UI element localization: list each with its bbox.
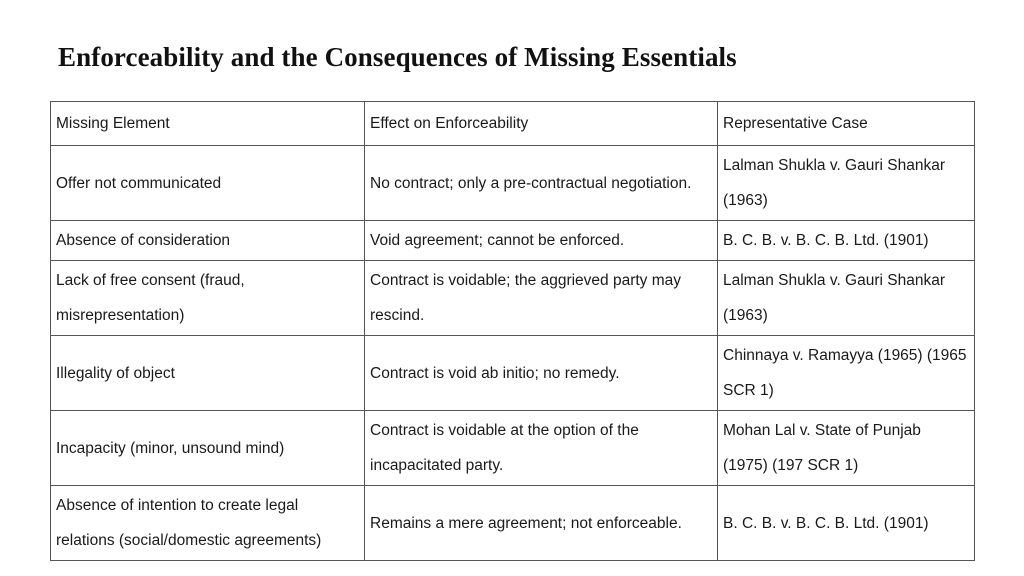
missing-element-cell: Absence of consideration xyxy=(51,221,365,261)
column-header-effect: Effect on Enforceability xyxy=(365,102,718,146)
table-row xyxy=(51,261,975,336)
effect-cell: Void agreement; cannot be enforced. xyxy=(365,221,718,261)
case-cell: B. C. B. v. B. C. B. Ltd. (1901) xyxy=(718,221,975,261)
case-cell: Lalman Shukla v. Gauri Shankar (1963) xyxy=(718,146,975,221)
effect-cell: Remains a mere agreement; not enforceable. xyxy=(365,486,718,561)
effect-cell: Contract is voidable; the aggrieved party may rescind. xyxy=(365,261,718,336)
missing-element-cell: Illegality of object xyxy=(51,336,365,411)
case-cell: Lalman Shukla v. Gauri Shankar (1963) xyxy=(718,261,975,336)
effect-cell: Contract is voidable at the option of the incapacitated party. xyxy=(365,411,718,486)
case-cell: Chinnaya v. Ramayya (1965) (1965 SCR 1) xyxy=(718,336,975,411)
case-cell: Mohan Lal v. State of Punjab (1975) (197 SCR 1) xyxy=(718,411,975,486)
column-header-missing-element: Missing Element xyxy=(51,102,365,146)
effect-cell: Contract is void ab initio; no remedy. xyxy=(365,336,718,411)
table-header-row xyxy=(51,102,975,146)
missing-element-cell: Absence of intention to create legal relations (social/domestic agreements) xyxy=(51,486,365,561)
essentials-table xyxy=(50,101,975,561)
table-row xyxy=(51,336,975,411)
case-cell: B. C. B. v. B. C. B. Ltd. (1901) xyxy=(718,486,975,561)
page-title: Enforceability and the Consequences of Missing Essentials xyxy=(58,42,737,72)
missing-element-cell: Incapacity (minor, unsound mind) xyxy=(51,411,365,486)
column-header-case: Representative Case xyxy=(718,102,975,146)
table-row xyxy=(51,146,975,221)
missing-element-cell: Offer not communicated xyxy=(51,146,365,221)
effect-cell: No contract; only a pre-contractual negotiation. xyxy=(365,146,718,221)
table-row xyxy=(51,411,975,486)
missing-element-cell: Lack of free consent (fraud, misrepresentation) xyxy=(51,261,365,336)
table-row xyxy=(51,486,975,561)
table-row xyxy=(51,221,975,261)
